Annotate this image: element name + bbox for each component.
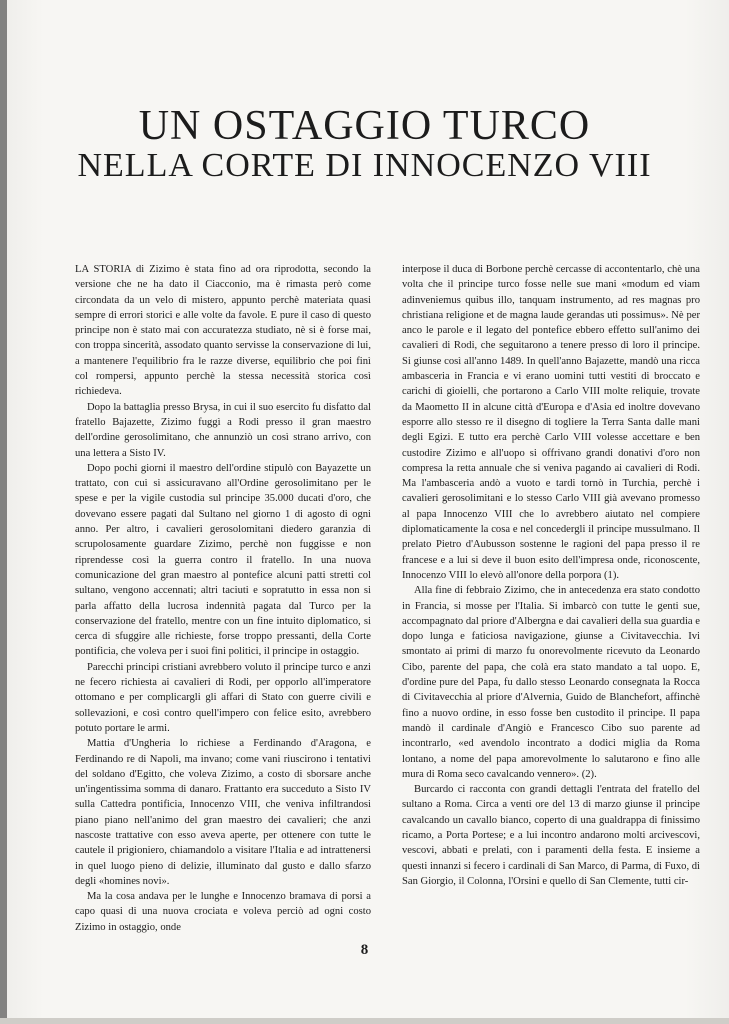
paragraph: Mattia d'Ungheria lo richiese a Ferdinando d'Aragona, e Ferdinando re di Napoli, ma invano; come vani riuscirono i tentativi del soldano d'Egitto, che voleva Zizimo, a costo di sborsare anche un'ingentissima somma di danaro. Frattanto era succeduto a Sisto IV sulla Cattedra pontificia, Innocenzo VIII, che veniva infiltrandosi piano piano nell'animo del gran maestro dei cavalieri; che anzi nascoste trattative con esso aveva aperte, per ottenere con tutte le cautele il prigioniero, chiamandolo a visitare l'Italia e ad intrattenersi in quel luogo pieno di delizie, illuminato dal gusto e dallo sfarzo degli «homines novi».	[75, 738, 371, 887]
article-title-line-1: UN OSTAGGIO TURCO	[138, 103, 591, 150]
paragraph: Alla fine di febbraio Zizimo, che in antecedenza era stato condotto in Francia, si mosse per l'Italia. Si imbarcò con tutte le genti sue, accompagnato dal priore d'Albergna e dai cavalieri della sua guardia e dopo lunga e faticiosa navigazione, giunse a Civitavecchia. Ivi smontato ai primi di marzo fu onorevolmente ricevuto da Leonardo Cibo, parente del papa, che colà era stato mandato a tal uopo. E, d'ordine pure del Papa, fu dallo stesso Leonardo consegnata la Rocca di Civitavecchia al priore d'Alvernia, Guido de Blanchefort, affinchè fino a nuovo ordine, in esso fosse ben custodito il principe. Il papa mandò il cardinale d'Angiò e Francesco Cibo suo parente ad incontrarlo, «ed avendolo incontrato a dodici miglia da Roma lontano, a nome del papa amorevolmente lo salutarono e fino alle mura di Roma seco cavalcando vennero». (2).	[402, 585, 700, 780]
paragraph: Parecchi principi cristiani avrebbero voluto il principe turco e anzi ne fecero richiesta ai cavalieri di Rodi, per opporlo all'imperatore ottomano e per complicargli gli affari di Stato con guerre civili e sollevazioni, e così contro quell'impero con felice esito, avrebbero potuto portare le armi.	[75, 661, 371, 734]
page-bottom-edge	[0, 1018, 729, 1024]
paragraph: LA STORIA di Zizimo è stata fino ad ora riprodotta, secondo la versione che ne ha dato il Ciacconio, ma è rimasta però come circondata da un velo di mistero, appunto perchè materiata quasi sempre di errori storici e alle volte da favole. E pure il caso di questo principe non è stato mai con accuratezza studiato, nè si è forse mai, con troppa sincerità, assodato quanto servisse la conservazione di lui, a mantenere l'equilibrio fra le razze diverse, equilibrio che poi finì col rompersi, appunto perchè la stessa necessità storica così richiedeva.	[75, 264, 371, 398]
article-title-line-2: NELLA CORTE DI INNOCENZO VIII	[77, 147, 652, 185]
paragraph: Ma la cosa andava per le lunghe e Innocenzo bramava di porsi a capo quasi di una nuova crociata e voleva perciò ad ogni costo Zizimo in ostaggio, onde	[75, 891, 371, 933]
paragraph: Burcardo ci racconta con grandi dettagli l'entrata del fratello del sultano a Roma. Circa a venti ore del 13 di marzo giunse il principe cavalcando un cavallo bianco, coperto di una gualdrappa di finissimo ricamo, a Porta Portese; e a lui incontro andarono molti arcivescovi, vescovi, abbati e prelati, con i paramenti della festa. E insieme a questi innanzi si fecero i cardinali di San Marco, di Parma, di Fuxo, di San Giorgio, il Colonna, l'Orsini e quello di San Clemente, tutti cir-	[402, 784, 700, 887]
right-text-column	[402, 262, 700, 889]
paragraph: interpose il duca di Borbone perchè cercasse di accontentarlo, chè una volta che il principe turco fosse nelle sue mani «modum ed viam adinveniemus quibus illo, tanquam instrumento, ad res magnas pro christiana religione et de magna laude gerandas uti possimus». Nè per anco le parole e il legato del pontefice ebbero effetto sull'animo dei cavalieri di Rodi, che seguitarono a tenere presso di loro il principe. Si giunse così all'anno 1489. In quell'anno Bajazette, mandò una ricca ambasceria in Francia e vi erano uomini tutti vestiti di broccato e carichi di gioielli, che portarono a Carlo VIII molte reliquie, trovate da Maometto II in alcune città d'Europa e d'Asia ed inoltre dovevano esporre allo stesso re il disegno di togliere la Terra Santa dalle mani degli Egizi. E tutto era perchè Carlo VIII volesse accettare e ben custodire Zizimo e all'uopo si offrivano grandi donativi d'oro non compresa la retta annuale che si veniva pagando ai cavalieri di Rodi. Ma l'ambasceria andò a vuoto e tardi tornò in Turchia, perchè i cavalieri gerosolimitani e lo stesso Carlo VIII già avevano promesso al papa Innocenzo VIII che lo avrebbero aiutato nel compiere diplomaticamente la cosa e nel concedergli il principe mussulmano. Il prelato Pietro d'Aubusson sostenne le ragioni del papa presso il re francese e a lui si deve il buon esito dell'impresa onde, riconoscente, Innocenzo VIII lo elevò all'onore della porpora (1).	[402, 264, 700, 581]
paragraph: Dopo pochi giorni il maestro dell'ordine stipulò con Bayazette un trattato, con cui si assicuravano all'Ordine gerosolimitano per le spese e per la vigile custodia sul principe 35.000 ducati d'oro, che dovevano essere pagati dal Sultano nel giorno 1 di agosto di ogni anno. Per altro, i cavalieri gerosolomitani diedero garanzia di scrupolosamente guardare Zizimo, perchè non fuggisse e non riprendesse così la guerra contro il fratello. In una nuova comunicazione del gran maestro al pontefice alcuni patti stretti col sultano, vengono accennati; altri taciuti e sopratutto in essa non si parla affatto della lucrosa indennità pagata dal Turco per la conservazione del fratello, mentre con un fine intuito diplomatico, si cerca di sfuggire alle richieste, forse troppo pressanti, della Corte pontificia, che voleva per i suoi fini politici, il principe in ostaggio.	[75, 462, 371, 658]
page-number: 8	[360, 942, 369, 958]
paragraph: Dopo la battaglia presso Brysa, in cui il suo esercito fu disfatto dal fratello Bajazette, Zizimo fuggì a Rodi presso il gran maestro dell'ordine gerosolimitano, che annunziò un così strano arrivo, con una lettera a Sisto IV.	[75, 401, 371, 459]
left-text-column	[75, 262, 371, 935]
